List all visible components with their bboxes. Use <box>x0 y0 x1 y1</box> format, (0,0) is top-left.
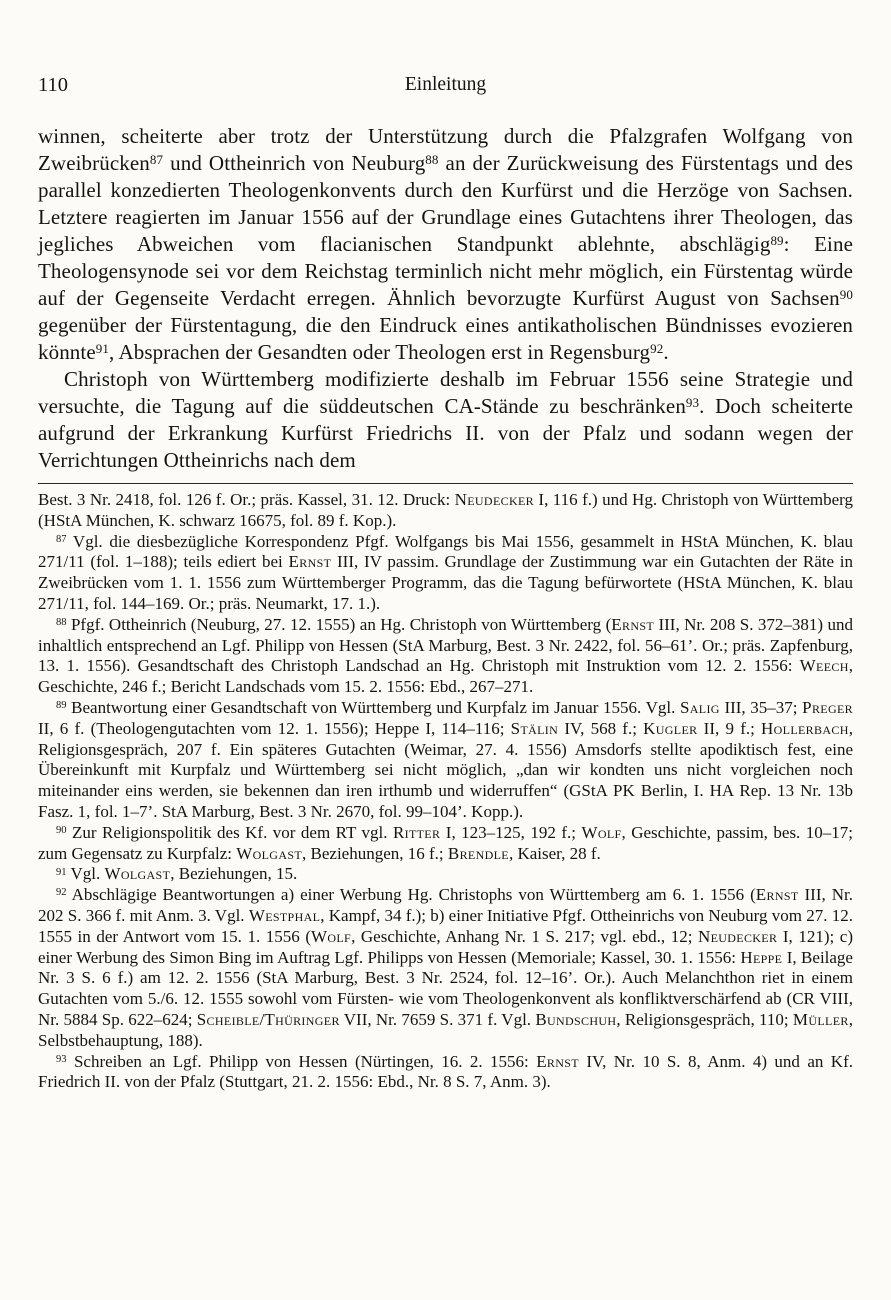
author-name: Wolf <box>581 822 622 842</box>
author-name: Stälin <box>510 718 559 738</box>
author-name: Westphal <box>248 905 321 925</box>
text-run: , Religionsgespräch, 110; <box>616 1009 793 1029</box>
author-name: Heppe <box>740 947 783 967</box>
page-number: 110 <box>38 74 68 96</box>
text-run: , Beziehungen, 15. <box>170 864 298 884</box>
text-run: IV, 568 f.; <box>558 718 644 738</box>
text-run: VII, Nr. 7659 S. 371 f. Vgl. <box>339 1009 536 1029</box>
author-name: Neudecker <box>454 490 534 509</box>
footnote-ref: 87 <box>149 152 164 168</box>
footnote-ref: 92 <box>56 887 67 899</box>
text-run: , Absprachen der Gesandten oder Theologen erst in Regensburg <box>108 340 651 364</box>
text-run: I, Beilage Nr. 3 S. 6 f.) am 12. 2. 1556 (StA Marburg, Best. 3 Nr. 2524, fol. 12–16’. Or.). Auch Melanchthon riet in einem Gutachten vom 5./6. 12. 1555 sowohl vom Fürsten- wie vom Theologenkonvent als konfliktverschärfend ab (CR VIII, Nr. 5884 Sp. 622–624; <box>38 947 853 1029</box>
author-name: Hollerbach <box>761 718 849 738</box>
running-title: Einleitung <box>404 74 487 95</box>
text-run: , Geschichte, Anhang Nr. 1 S. 217; vgl. ebd., 12; <box>351 926 698 946</box>
text-run: III, Nr. 202 S. 366 f. mit Anm. 3. Vgl. <box>38 885 854 925</box>
text-run: . <box>663 340 669 364</box>
footnote-ref: 89 <box>56 700 67 712</box>
footnote-ref: 88 <box>56 617 67 629</box>
text-run: I, 121); c) einer Werbung des Simon Bing im Auftrag Lgf. Philipps von Hessen (Memoriale; Kassel, 30. 1. 1556: <box>38 926 853 967</box>
text-run: Schreiben an Lgf. Philipp von Hessen (Nürtingen, 16. 2. 1556: <box>66 1051 537 1071</box>
footnote-ref: 88 <box>425 152 439 168</box>
paragraph <box>38 123 853 366</box>
footnote <box>38 823 853 865</box>
footnote <box>38 1052 853 1094</box>
text-run: Vgl. <box>66 864 105 884</box>
author-name: Preger <box>802 697 853 717</box>
author-name: Bundschuh <box>535 1009 617 1029</box>
text-run: I, 116 f.) und Hg. Christoph von Württemberg (HStA München, K. schwarz 16675, fol. 89 f. Kop.). <box>38 490 853 530</box>
text-run: I, 123–125, 192 f.; <box>440 822 582 842</box>
text-run: , Kampf, 34 f.); b) einer Initiative Pfgf. Ottheinrichs von Neuburg vom 27. 12. 1555 in der Antwort vom 15. 1. 1556 ( <box>38 905 853 946</box>
text-run: und Ottheinrich von Neuburg <box>163 151 426 175</box>
footnote-ref: 91 <box>95 341 109 357</box>
footnote <box>38 698 853 823</box>
author-name: Müller <box>792 1009 849 1029</box>
text-run: , Geschichte, passim, bes. 10–17; zum Gegensatz zu Kurpfalz: <box>38 822 853 863</box>
author-name: Wolf <box>311 926 352 946</box>
text-run: , Religionsgespräch, 207 f. Ein späteres Gutachten (Weimar, 27. 4. 1556) Amsdorfs stellte apodiktisch fest, eine Übereinkunft mit Kurpfalz und Württemberg sei nicht möglich, „dan wir kondten uns nicht vorgleichen noch miteinander eins werden, sie bekennen dan iren irthumb und widerruffen“ (GStA PK Berlin, I. HA Rep. 13 Nr. 13b Fasz. 1, fol. 1–7’. StA Marburg, Best. 3 Nr. 2670, fol. 99–104’. Kopp.). <box>38 718 853 821</box>
author-name: Weech <box>799 656 849 676</box>
text-run: Abschlägige Beantwortungen a) einer Werbung Hg. Christophs von Württemberg am 6. 1. 1556 ( <box>66 885 756 905</box>
text-run: Beantwortung einer Gesandtschaft von Württemberg und Kurpfalz im Januar 1556. Vgl. <box>66 697 680 717</box>
text-run: Pfgf. Ottheinrich (Neuburg, 27. 12. 1555) an Hg. Christoph von Württemberg ( <box>66 614 612 634</box>
text-run: gegenüber der Fürstentagung, die den Eindruck eines antikatholischen Bündnisses evozieren könnte <box>38 313 853 364</box>
footnote <box>38 885 853 1051</box>
author-name: Wolgast <box>236 843 303 863</box>
footnote-ref: 93 <box>685 395 700 411</box>
text-run: Zur Religionspolitik des Kf. vor dem RT vgl. <box>66 822 393 842</box>
author-name: Ernst <box>755 885 799 905</box>
text-run: II, 9 f.; <box>697 718 762 738</box>
footnote <box>38 864 853 885</box>
text-run: an der Zurückweisung des Fürstentags und des parallel konzedierten Theologenkonvents durch den Kurfürst und die Herzöge von Sachsen. Letztere reagierten im Januar 1556 auf der Grundlage eines Gutachtens ihrer Theologen, das jegliches Abweichen vom flacianischen Standpunkt ablehnte, abschlägig <box>38 151 853 256</box>
footnote-ref: 93 <box>56 1053 67 1065</box>
footnote-ref: 91 <box>56 866 67 878</box>
text-run: winnen, scheiterte aber trotz der Unterstützung durch die Pfalzgrafen Wolfgang von Zweibrücken <box>38 124 853 175</box>
footnote <box>38 615 853 698</box>
author-name: Brendle <box>447 843 509 863</box>
footnotes-section <box>38 490 853 1093</box>
author-name: Wolgast <box>104 864 171 884</box>
text-run: II, 6 f. (Theologengutachten vom 12. 1. 1556); Heppe I, 114–116; <box>38 718 511 738</box>
body-text <box>38 123 853 474</box>
footnote-ref: 92 <box>650 341 664 357</box>
footnote-ref: 90 <box>839 287 853 303</box>
text-run: , Beziehungen, 16 f.; <box>302 843 448 863</box>
footnote <box>38 532 853 615</box>
author-name: Ernst <box>288 552 332 572</box>
text-run: IV, Nr. 10 S. 8, Anm. 4) und an Kf. Friedrich II. von der Pfalz (Stuttgart, 21. 2. 1556: Ebd., Nr. 8 S. 7, Anm. 3). <box>38 1051 853 1092</box>
text-run: III, Nr. 208 S. 372–381) und inhaltlich entsprechend an Lgf. Philipp von Hessen (StA Marburg, Best. 3 Nr. 2422, fol. 56–61’. Or.; präs. Zapfenburg, 13. 1. 1556). Gesandtschaft des Christoph Landschad an Hg. Christoph mit Instruktion vom 12. 2. 1556: <box>38 614 853 676</box>
author-name: Ernst <box>611 614 655 634</box>
text-run: III, IV passim. Grundlage der Zustimmung war ein Gutachten der Räte in Zweibrücken vom 1. 1. 1556 zum Württemberger Programm, das die Tagung befürwortete (HStA München, K. blau 271/11, fol. 144–169. Or.; präs. Neumarkt, 17. 1.). <box>38 552 853 613</box>
author-name: Ritter <box>392 822 441 842</box>
text-run: Christoph von Württemberg modifizierte deshalb im Februar 1556 seine Strategie und versuchte, die Tagung auf die süddeutschen CA-Stände zu beschränken <box>38 367 853 418</box>
author-name: Kugler <box>643 718 698 738</box>
footnote-ref: 87 <box>56 533 67 545</box>
page-header <box>38 74 853 101</box>
text-run: , Kaiser, 28 f. <box>508 843 601 863</box>
text-run: , Geschichte, 246 f.; Bericht Landschads vom 15. 2. 1556: Ebd., 267–271. <box>38 656 853 697</box>
text-run: Best. 3 Nr. 2418, fol. 126 f. Or.; präs. Kassel, 31. 12. Druck: <box>38 490 455 509</box>
author-name: Neudecker <box>697 926 778 946</box>
text-run: : Eine Theologensynode sei vor dem Reichstag terminlich nicht mehr möglich, ein Fürstentag würde auf der Gegenseite Verdacht erregen. Ähnlich bevorzugte Kurfürst August von Sachsen <box>38 232 854 310</box>
text-run: , Selbstbehauptung, 188). <box>38 1009 853 1050</box>
text-run: III, 35–37; <box>719 697 803 717</box>
text-run: / <box>259 1009 265 1029</box>
footnote-ref: 90 <box>56 825 67 837</box>
author-name: Scheible <box>196 1009 260 1029</box>
author-name: Ernst <box>536 1051 579 1071</box>
footnote-ref: 89 <box>770 233 784 249</box>
text-run: Vgl. die diesbezügliche Korrespondenz Pfgf. Wolfgangs bis Mai 1556, gesammelt in HStA München, K. blau 271/11 (fol. 1–188); teils ediert bei <box>38 531 853 572</box>
author-name: Thüringer <box>264 1009 340 1029</box>
footnote <box>38 490 853 532</box>
footnote-separator <box>38 483 853 484</box>
text-run: . Doch scheiterte aufgrund der Erkrankung Kurfürst Friedrichs II. von der Pfalz und sodann wegen der Verrichtungen Ottheinrichs nach dem <box>38 394 853 472</box>
author-name: Salig <box>680 697 720 717</box>
paragraph <box>38 366 853 474</box>
